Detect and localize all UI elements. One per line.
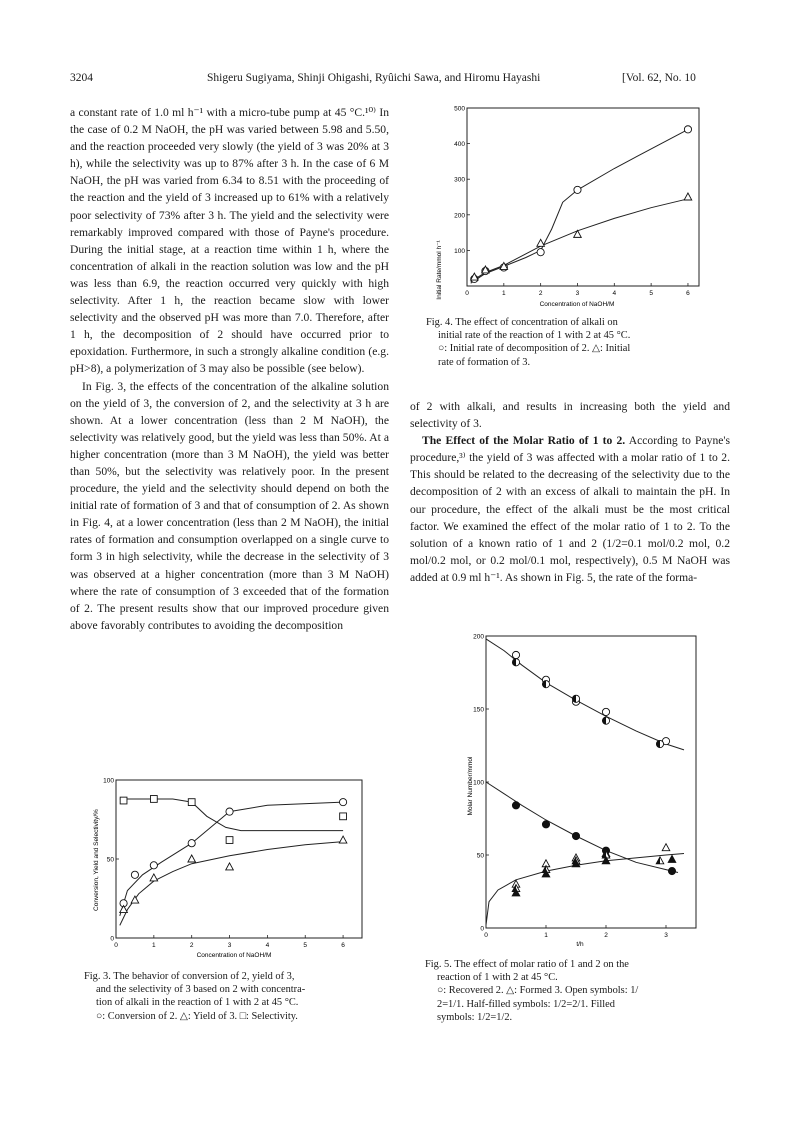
running-head-authors: Shigeru Sugiyama, Shinji Ohigashi, Ryûichi Sawa, and Hiromu Hayashi: [207, 72, 541, 84]
data-point-circle: [668, 867, 675, 874]
data-point-triangle: [684, 193, 692, 200]
y-tick-label: 500: [454, 105, 465, 113]
data-point-circle: [602, 708, 609, 715]
x-tick-label: 1: [152, 942, 156, 949]
caption-line: tion of alkali in the reaction of 1 with 2 at 45 °C.: [96, 997, 299, 1009]
caption-line: ○: Conversion of 2. △: Yield of 3. □: Selectivity.: [96, 1010, 298, 1022]
fig5-xlabel: t/h: [576, 941, 584, 948]
fit-curve: [486, 782, 678, 873]
x-tick-label: 6: [341, 942, 345, 949]
right-column-text: [410, 398, 730, 586]
data-point-triangle: [120, 906, 128, 913]
fit-curve: [120, 842, 343, 926]
y-tick-label: 50: [476, 852, 484, 860]
data-point-square: [340, 813, 347, 820]
data-point-circle: [537, 249, 544, 256]
fit-curve: [471, 128, 692, 284]
data-point-square: [188, 799, 195, 806]
data-point-circle: [512, 651, 519, 658]
data-point-triangle: [226, 863, 234, 870]
fit-curve: [120, 802, 343, 916]
y-tick-label: 150: [473, 706, 484, 714]
data-point-circle: [339, 799, 346, 806]
data-point-triangle: [150, 874, 158, 881]
y-tick-label: 100: [454, 247, 465, 255]
data-point-circle: [574, 186, 581, 193]
data-point-circle: [150, 862, 157, 869]
data-point-triangle: [662, 844, 670, 851]
data-point-circle: [226, 808, 233, 815]
caption-line: rate of formation of 3.: [438, 356, 531, 368]
data-point-circle: [602, 717, 609, 724]
y-tick-label: 200: [454, 212, 465, 220]
data-point-circle: [512, 659, 519, 666]
fig5-ylabel: Molar Number/mmol: [467, 756, 474, 816]
data-point-circle: [572, 695, 579, 702]
data-point-triangle: [656, 857, 664, 864]
data-point-triangle: [339, 836, 347, 843]
x-tick-label: 2: [604, 932, 608, 939]
data-point-circle: [656, 740, 663, 747]
left-column-text: [70, 104, 389, 634]
data-point-circle: [684, 126, 691, 133]
data-point-triangle: [131, 896, 139, 903]
data-point-square: [120, 797, 127, 804]
caption-line: ○: Recovered 2. △: Formed 3. Open symbols: 1/: [437, 985, 639, 997]
page-number: 3204: [70, 72, 93, 84]
x-tick-label: 3: [575, 290, 580, 297]
data-point-triangle: [668, 855, 676, 862]
y-tick-label: 50: [106, 856, 114, 864]
fig4-xlabel: Concentration of NaOH/M: [539, 301, 615, 308]
paragraph-body: According to Payne's procedure,³⁾ the yield of 3 was affected with a molar ratio of 1 to 2. This should be related to the decreasing of the selectivity due to the decomposition of 2 with an excess of alkali to maintain the pH. In our procedure, the effect of the alkali must be the most critical factor. We examined the effect of the molar ratio of 1 to 2. To the solution of a known ratio of 1 and 2 (1/2=0.1 mol/0.2 mol, 0.2 mol/0.2 mol, or 0.2 mol/0.1 mol, respectively), 0.5 M NaOH was added at 0.9 ml h⁻¹. As shown in Fig. 5, the rate of the forma-: [410, 434, 730, 584]
caption-line: and the selectivity of 3 based on 2 with concentra-: [96, 984, 306, 996]
data-point-circle: [572, 832, 579, 839]
y-tick-label: 100: [103, 777, 114, 785]
fig3-ylabel: Conversion, Yield and Selectivity/%: [93, 809, 100, 911]
data-point-circle: [542, 821, 549, 828]
x-tick-label: 3: [227, 942, 232, 949]
caption-line: reaction of 1 with 2 at 45 °C.: [437, 972, 558, 984]
fig4-chart: [425, 100, 715, 312]
y-tick-label: 0: [110, 935, 114, 943]
y-tick-label: 0: [480, 925, 484, 933]
caption-line: initial rate of the reaction of 1 with 2 at 45 °C.: [438, 330, 631, 342]
running-head-journal: [Vol. 62, No. 10: [622, 72, 696, 84]
paragraph: a constant rate of 1.0 ml h⁻¹ with a micro-tube pump at 45 °C.¹⁰⁾ In the case of 0.2 M NaOH, the pH was varied between 5.98 and 5.50, and the reaction proceeded very slowly (the yield of 3 was 20% at 3 h), while the selectivity was up to 87% after 3 h. In the case of 6 M NaOH, the pH was varied from 6.34 to 8.51 with the proceeding of the reaction and the yield of 3 increased up to 61% with a relatively poor selectivity of 73% after 3 h. The yield and the selectivity were remarkably improved compared with those of Payne's procedure. During the initial stage, at a reaction time within 1 h, where the concentration of alkali in the reaction solution was low and the pH was less than 6.9, the reaction occurred very quickly with high selectivity. After 1 h, the reaction became slow with lower selectivity and the observed pH was more than 7.0. Therefore, after 1 h, the decomposition of 2 should have occurred prior to epoxidation. Furthermore, in such a strongly alkaline condition (e.g. pH>8), a polymerization of 3 may also be possible (see below).: [70, 106, 389, 376]
x-tick-label: 1: [544, 932, 548, 939]
x-tick-label: 0: [484, 932, 488, 939]
y-tick-label: 400: [454, 141, 465, 149]
caption-line: ○: Initial rate of decomposition of 2. △: Initial: [438, 343, 631, 355]
x-tick-label: 6: [686, 290, 690, 297]
caption-line: symbols: 1/2=1/2.: [437, 1011, 513, 1023]
fig3-caption: [84, 970, 384, 1023]
x-tick-label: 5: [649, 290, 653, 297]
x-tick-label: 4: [265, 942, 270, 949]
caption-line: Fig. 5. The effect of molar ratio of 1 and 2 on the: [425, 959, 629, 970]
data-point-circle: [188, 840, 195, 847]
paragraph: In Fig. 3, the effects of the concentration of the alkaline solution on the yield of 3, the conversion of 2, and the selectivity at 3 h are shown. At a lower concentration (less than 2 M NaOH), the selectivity was relatively good, but the yield was less than 50%. At a higher concentration (more than 3 M NaOH), the yield was better than 50%, but the selectivity was relatively poor. In the present procedure, the yield and the selectivity should depend on both the initial rate of formation of 3 and that of consumption of 2. As shown in Fig. 4, at a lower concentration (less than 2 M NaOH), the initial rates of formation and consumption overlapped on a single curve to form 3 in high selectivity, while the decrease in the selectivity of 3 was observed at a higher concentration (more than 3 M NaOH) where the rate of consumption of 3 exceeded that of the formation of 2. The present results show that our improved procedure given above favorably contributes to avoiding the decomposition: [70, 379, 389, 632]
fig5-chart: [458, 628, 708, 950]
x-tick-label: 3: [664, 932, 668, 939]
caption-line: Fig. 4. The effect of concentration of alkali on: [426, 317, 618, 328]
caption-line: 2=1/1. Half-filled symbols: 1/2=2/1. Filled: [437, 998, 615, 1010]
x-tick-label: 0: [114, 942, 118, 949]
x-tick-label: 1: [502, 290, 506, 297]
data-point-triangle: [188, 855, 196, 862]
data-point-circle: [131, 871, 138, 878]
caption-line: Fig. 3. The behavior of conversion of 2, yield of 3,: [84, 971, 295, 982]
y-tick-label: 100: [473, 779, 484, 787]
data-point-square: [226, 837, 233, 844]
data-point-circle: [542, 681, 549, 688]
plot-frame: [467, 108, 699, 286]
x-tick-label: 2: [189, 942, 194, 949]
x-tick-label: 4: [612, 290, 617, 297]
section-heading: The Effect of the Molar Ratio of 1 to 2.: [422, 434, 626, 448]
y-tick-label: 300: [454, 176, 465, 184]
fig4-ylabel: Initial Rate/mmol h⁻¹: [436, 240, 443, 300]
data-point-circle: [512, 802, 519, 809]
fig3-xlabel: Concentration of NaOH/M: [196, 952, 272, 959]
paragraph: [410, 432, 730, 586]
data-point-square: [150, 796, 157, 803]
x-tick-label: 5: [303, 942, 308, 949]
fig3-chart: [82, 772, 372, 962]
plot-frame: [116, 780, 362, 938]
data-point-triangle: [537, 239, 545, 246]
y-tick-label: 200: [473, 633, 484, 641]
fig4-caption: [426, 316, 726, 369]
fig5-caption: [425, 958, 725, 1024]
x-tick-label: 2: [538, 290, 543, 297]
paragraph: of 2 with alkali, and results in increasing both the yield and selectivity of 3.: [410, 400, 730, 431]
x-tick-label: 0: [465, 290, 469, 297]
